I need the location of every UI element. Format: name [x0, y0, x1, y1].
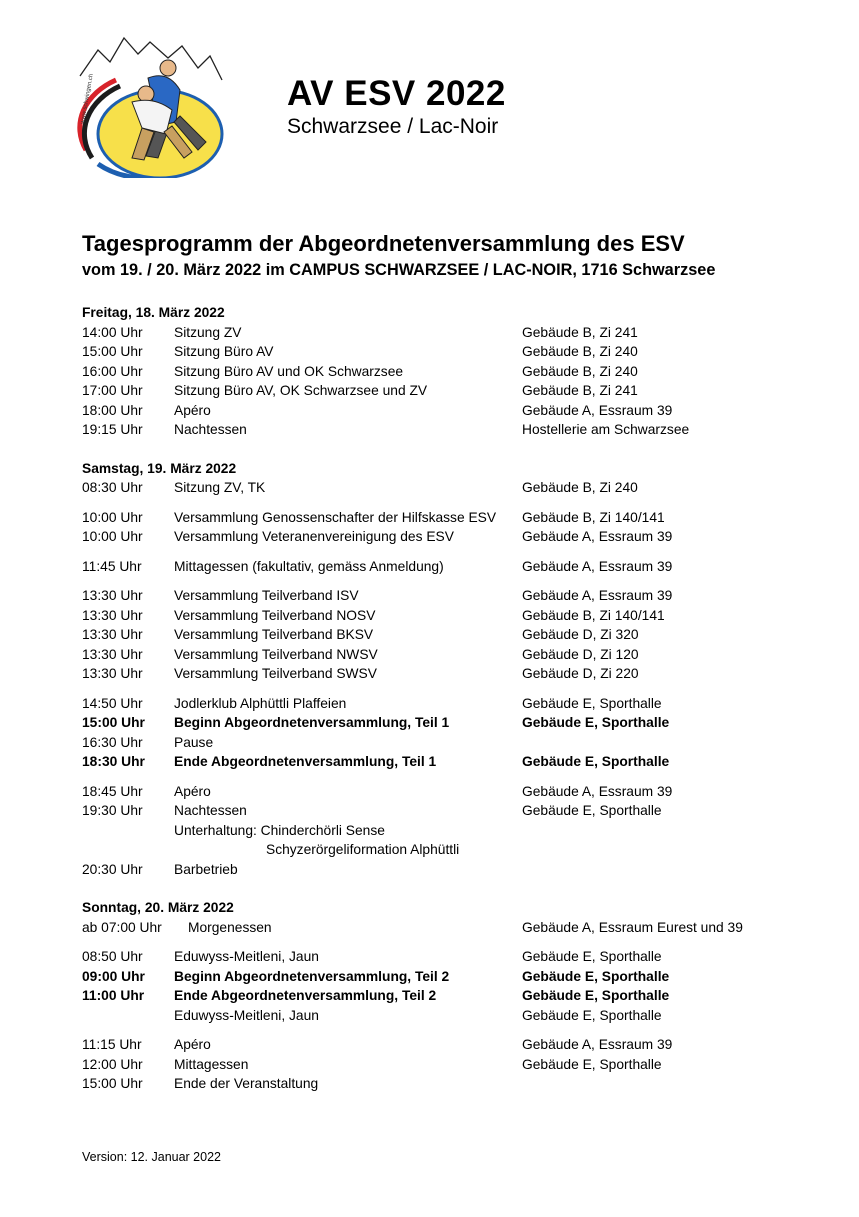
schedule-row — [82, 694, 782, 714]
schedule-row — [82, 840, 782, 860]
schedule-row — [82, 782, 782, 802]
row-location: Gebäude B, Zi 140/141 — [522, 509, 665, 525]
schedule-row — [82, 478, 782, 498]
row-event: Jodlerklub Alphüttli Plaffeien — [174, 695, 347, 711]
row-event: Schyzerörgeliformation Alphüttli — [266, 842, 460, 857]
schedule-row — [82, 645, 782, 665]
row-location: Gebäude A, Essraum Eurest und 39 — [522, 919, 743, 935]
row-time: ab 07:00 Uhr — [82, 919, 162, 935]
row-event: Mittagessen (fakultativ, gemäss Anmeldung) — [174, 558, 444, 574]
row-event: Apéro — [174, 1037, 211, 1052]
schedule-row — [82, 821, 782, 841]
row-location: Gebäude B, Zi 140/141 — [522, 607, 665, 623]
day-heading-saturday: Samstag, 19. März 2022 — [82, 460, 237, 476]
schedule-row — [82, 801, 782, 821]
row-location: Gebäude A, Essraum 39 — [522, 529, 673, 544]
row-event: Barbetrieb — [174, 861, 238, 877]
document-subtitle: vom 19. / 20. März 2022 im CAMPUS SCHWARZSEE / LAC-NOIR, 1716 Schwarzsee — [82, 261, 716, 279]
schedule — [82, 303, 782, 1094]
row-event: Ende Abgeordnetenversammlung, Teil 2 — [174, 988, 437, 1003]
row-time: 15:00 Uhr — [82, 344, 143, 359]
row-time: 08:30 Uhr — [82, 480, 143, 495]
schedule-row — [82, 1035, 782, 1055]
esv-logo — [76, 30, 226, 178]
row-location: Hostellerie am Schwarzsee — [522, 422, 690, 437]
row-time: 09:00 Uhr — [82, 968, 145, 984]
row-event: Beginn Abgeordnetenversammlung, Teil 2 — [174, 968, 450, 984]
schedule-row — [82, 606, 782, 626]
row-location: Gebäude E, Sporthalle — [522, 1056, 662, 1072]
row-event: Beginn Abgeordnetenversammlung, Teil 1 — [174, 715, 450, 730]
schedule-row — [82, 362, 782, 382]
row-event: Eduwyss-Meitleni, Jaun — [174, 1007, 319, 1023]
row-location: Gebäude E, Sporthalle — [522, 695, 662, 711]
row-time: 13:30 Uhr — [82, 588, 143, 603]
row-location: Gebäude E, Sporthalle — [522, 715, 670, 730]
row-event: Morgenessen — [188, 919, 272, 935]
row-location: Gebäude A, Essraum 39 — [522, 1037, 673, 1052]
row-location: Gebäude D, Zi 220 — [522, 666, 639, 681]
row-time: 16:00 Uhr — [82, 363, 143, 379]
row-time: 10:00 Uhr — [82, 509, 143, 525]
row-time: 11:15 Uhr — [82, 1037, 142, 1052]
row-event: Sitzung ZV, TK — [174, 480, 266, 495]
row-time: 15:00 Uhr — [82, 715, 145, 730]
row-location: Gebäude B, Zi 240 — [522, 363, 638, 379]
row-event: Mittagessen — [174, 1056, 249, 1072]
schedule-row — [82, 625, 782, 645]
row-time: 15:00 Uhr — [82, 1076, 143, 1091]
schedule-row — [82, 1006, 782, 1026]
row-location: Gebäude E, Sporthalle — [522, 1007, 662, 1023]
schedule-row — [82, 401, 782, 421]
row-location: Gebäude B, Zi 240 — [522, 344, 638, 359]
schedule-row-highlight — [82, 967, 782, 987]
schedule-row — [82, 586, 782, 606]
row-event: Sitzung Büro AV und OK Schwarzsee — [174, 363, 404, 379]
schedule-row-highlight — [82, 986, 782, 1006]
row-event: Versammlung Teilverband BKSV — [174, 627, 374, 642]
row-time: 13:30 Uhr — [82, 646, 143, 662]
row-location: Gebäude B, Zi 241 — [522, 383, 638, 398]
row-event: Apéro — [174, 402, 211, 418]
row-time: 18:00 Uhr — [82, 402, 143, 418]
row-event: Sitzung Büro AV — [174, 344, 274, 359]
row-location: Gebäude D, Zi 120 — [522, 646, 639, 662]
row-event: Versammlung Teilverband NOSV — [174, 607, 376, 623]
row-time: 14:00 Uhr — [82, 324, 143, 340]
row-event: Ende der Veranstaltung — [174, 1076, 319, 1091]
event-location: Schwarzsee / Lac-Noir — [287, 115, 499, 138]
row-time: 11:45 Uhr — [82, 558, 142, 574]
document-title: Tagesprogramm der Abgeordnetenversammlung des ESV — [82, 231, 685, 256]
row-event: Nachtessen — [174, 422, 247, 437]
row-event: Versammlung Teilverband SWSV — [174, 666, 377, 681]
row-event: Versammlung Veteranenvereinigung des ESV — [174, 529, 454, 544]
row-time: 19:15 Uhr — [82, 422, 143, 437]
schedule-row — [82, 1074, 782, 1094]
row-event: Eduwyss-Meitleni, Jaun — [174, 949, 319, 964]
row-time: 17:00 Uhr — [82, 383, 143, 398]
row-event: Versammlung Genossenschafter der Hilfskasse ESV — [174, 509, 497, 525]
schedule-row — [82, 508, 782, 528]
row-time: 20:30 Uhr — [82, 861, 143, 877]
row-time: 13:30 Uhr — [82, 607, 143, 623]
row-event: Pause — [174, 734, 214, 750]
row-location: Gebäude A, Essraum 39 — [522, 783, 673, 799]
schedule-row — [82, 557, 782, 577]
row-time: 12:00 Uhr — [82, 1056, 143, 1072]
schedule-row — [82, 323, 782, 343]
schedule-row — [82, 860, 782, 880]
row-event: Nachtessen — [174, 803, 247, 818]
schedule-row — [82, 527, 782, 547]
day-heading-sunday: Sonntag, 20. März 2022 — [82, 900, 234, 915]
row-location: Gebäude B, Zi 240 — [522, 480, 638, 495]
logo-url-text: www.schwingen.ch — [80, 73, 95, 125]
schedule-row-highlight — [82, 713, 782, 733]
row-location: Gebäude D, Zi 320 — [522, 627, 639, 642]
row-location: Gebäude E, Sporthalle — [522, 754, 670, 769]
row-event: Apéro — [174, 783, 211, 799]
schedule-row — [82, 918, 782, 938]
row-location: Gebäude A, Essraum 39 — [522, 558, 673, 574]
schedule-row-highlight — [82, 752, 782, 772]
row-location: Gebäude A, Essraum 39 — [522, 588, 673, 603]
row-location: Gebäude E, Sporthalle — [522, 803, 662, 818]
row-time: 13:30 Uhr — [82, 666, 143, 681]
schedule-row — [82, 664, 782, 684]
row-event: Sitzung ZV — [174, 324, 242, 340]
row-location: Gebäude E, Sporthalle — [522, 968, 670, 984]
schedule-row — [82, 733, 782, 753]
schedule-row — [82, 381, 782, 401]
event-title: AV ESV 2022 — [287, 74, 506, 113]
row-location: Gebäude E, Sporthalle — [522, 949, 662, 964]
row-time: 14:50 Uhr — [82, 695, 143, 711]
row-time: 18:45 Uhr — [82, 783, 143, 799]
row-event: Ende Abgeordnetenversammlung, Teil 1 — [174, 754, 437, 769]
row-time: 13:30 Uhr — [82, 627, 143, 642]
schedule-row — [82, 342, 782, 362]
schedule-row — [82, 420, 782, 440]
row-event: Unterhaltung: Chinderchörli Sense — [174, 822, 385, 838]
row-time: 10:00 Uhr — [82, 529, 143, 544]
schedule-row — [82, 947, 782, 967]
row-event: Versammlung Teilverband ISV — [174, 588, 359, 603]
schedule-row — [82, 1055, 782, 1075]
row-location: Gebäude A, Essraum 39 — [522, 402, 673, 418]
row-event: Versammlung Teilverband NWSV — [174, 646, 378, 662]
day-heading-friday: Freitag, 18. März 2022 — [82, 305, 225, 320]
row-time: 08:50 Uhr — [82, 949, 143, 964]
version-note: Version: 12. Januar 2022 — [82, 1150, 221, 1164]
row-time: 11:00 Uhr — [82, 988, 145, 1003]
row-time: 19:30 Uhr — [82, 803, 143, 818]
row-time: 18:30 Uhr — [82, 754, 145, 769]
row-event: Sitzung Büro AV, OK Schwarzsee und ZV — [174, 383, 428, 398]
row-location: Gebäude E, Sporthalle — [522, 988, 670, 1003]
row-location: Gebäude B, Zi 241 — [522, 324, 638, 340]
row-time: 16:30 Uhr — [82, 734, 143, 750]
